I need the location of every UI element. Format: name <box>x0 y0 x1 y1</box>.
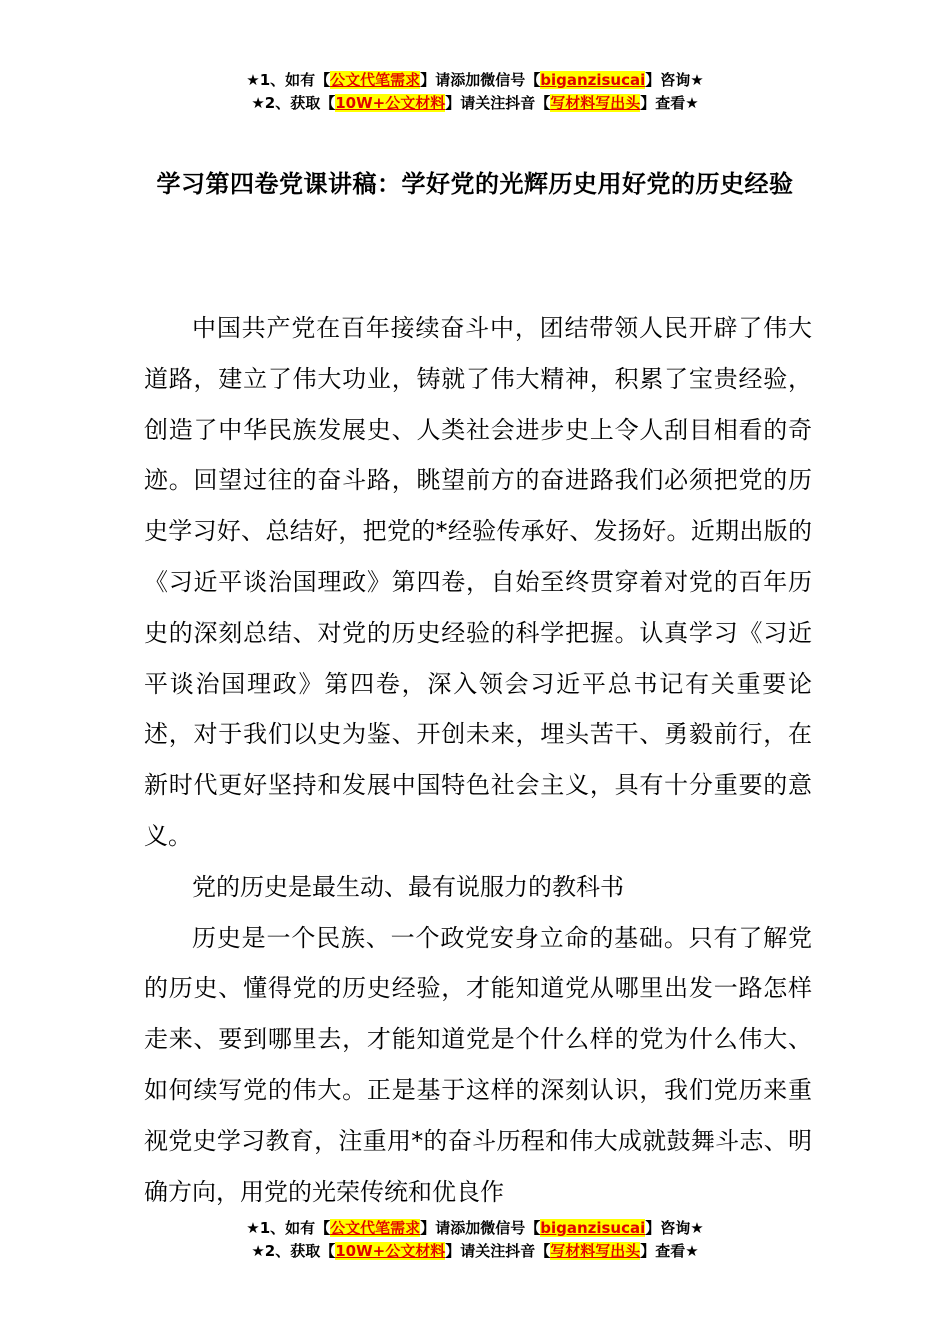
service-highlight: 公文代笔需求 <box>330 1219 421 1237</box>
banner-text: 】请关注抖音【 <box>445 94 551 112</box>
materials-highlight: 10W+公文材料 <box>335 94 446 112</box>
wechat-id-highlight: biganzisucai <box>540 1219 646 1237</box>
banner-text: ★2、获取【 <box>251 94 336 112</box>
wechat-id-highlight: biganzisucai <box>540 71 646 89</box>
banner-line-1 <box>0 69 950 92</box>
body-paragraph: 中国共产党在百年接续奋斗中，团结带领人民开辟了伟大道路，建立了伟大功业，铸就了伟大精神，积累了宝贵经验，创造了中华民族发展史、人类社会进步史上令人刮目相看的奇迹。回望过往的奋斗路，眺望前方的奋进路我们必须把党的历史学习好、总结好，把党的*经验传承好、发扬好。近期出版的《习近平谈治国理政》第四卷，自始至终贯穿着对党的百年历史的深刻总结、对党的历史经验的科学把握。认真学习《习近平谈治国理政》第四卷，深入领会习近平总书记有关重要论述，对于我们以史为鉴、开创未来，埋头苦干、勇毅前行，在新时代更好坚持和发展中国特色社会主义，具有十分重要的意义。 <box>144 314 812 850</box>
banner-text: ★1、如有【 <box>246 1219 331 1237</box>
banner-text: 】请添加微信号【 <box>420 1219 541 1237</box>
banner-text: 】查看★ <box>640 1242 699 1260</box>
service-highlight: 公文代笔需求 <box>330 71 421 89</box>
banner-text: 】查看★ <box>640 94 699 112</box>
banner-text: 】咨询★ <box>645 1219 704 1237</box>
banner-line-1 <box>0 1217 950 1240</box>
header-banner <box>0 69 950 115</box>
document-body <box>144 303 812 1217</box>
section-heading: 党的历史是最生动、最有说服力的教科书 <box>192 872 624 901</box>
materials-highlight: 10W+公文材料 <box>335 1242 446 1260</box>
document-title: 学习第四卷党课讲稿：学好党的光辉历史用好党的历史经验 <box>156 170 794 198</box>
body-paragraph: 历史是一个民族、一个政党安身立命的基础。只有了解党的历史、懂得党的历史经验，才能知道党从哪里出发一路怎样走来、要到哪里去，才能知道党是个什么样的党为什么伟大、如何续写党的伟大。正是基于这样的深刻认识，我们党历来重视党史学习教育，注重用*的奋斗历程和伟大成就鼓舞斗志、明确方向，用党的光荣传统和优良作 <box>144 923 812 1206</box>
douyin-account-highlight: 写材料写出头 <box>550 94 641 112</box>
banner-line-2 <box>0 1240 950 1263</box>
banner-line-2 <box>0 92 950 115</box>
banner-text: ★2、获取【 <box>251 1242 336 1260</box>
douyin-account-highlight: 写材料写出头 <box>550 1242 641 1260</box>
banner-text: 】请关注抖音【 <box>445 1242 551 1260</box>
banner-text: ★1、如有【 <box>246 71 331 89</box>
footer-banner <box>0 1217 950 1263</box>
banner-text: 】咨询★ <box>645 71 704 89</box>
banner-text: 】请添加微信号【 <box>420 71 541 89</box>
